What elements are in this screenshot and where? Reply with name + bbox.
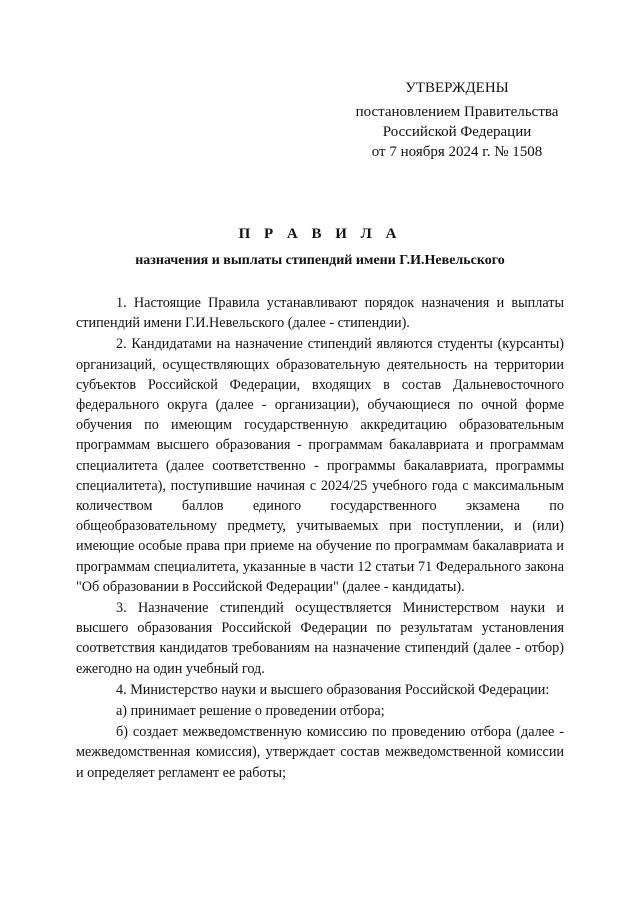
paragraph-3: 3. Назначение стипендий осуществляется Министерством науки и высшего образования Российской Федерации по результатам установления соответствия кандидатов требованиям на назначение стипендий (далее - отбор) ежегодно на один учебный год.: [76, 600, 564, 677]
paragraph-1: 1. Настоящие Правила устанавливают порядок назначения и выплаты стипендий имени Г.И.Невельского (далее - стипендии).: [76, 295, 564, 332]
document-subtitle: назначения и выплаты стипендий имени Г.И.Невельского: [135, 253, 505, 268]
approval-line-2: Российской Федерации: [382, 124, 532, 140]
paragraph-4b: б) создает межведомственную комиссию по проведению отбора (далее - межведомственная комиссия), утверждает состав межведомственной комиссии и определяет регламент ее работы;: [76, 724, 564, 781]
paragraph-4: 4. Министерство науки и высшего образования Российской Федерации:: [116, 681, 550, 698]
approval-block: [330, 78, 584, 162]
approval-stamp: УТВЕРЖДЕНЫ: [405, 80, 509, 96]
approval-line-1: постановлением Правительства: [355, 104, 559, 120]
document-title: П Р А В И Л А: [238, 226, 402, 242]
approval-line-3: от 7 ноября 2024 г. № 1508: [371, 144, 543, 160]
paragraph-4a: а) принимает решение о проведении отбора;: [116, 703, 385, 720]
document-body: [76, 293, 564, 784]
paragraph-2: 2. Кандидатами на назначение стипендий являются студенты (курсанты) организаций, осуществляющих образовательную деятельность на территории субъектов Российской Федерации, входящих в состав Дальневосточного федерального округа (далее - организации), обучающиеся по очной форме обучения по имеющим государственную аккредитацию образовательным программам высшего образования - программам бакалавриата и программам специалитета (далее соответственно - программы бакалавриата, программы специалитета), поступившие начиная с 2024/25 учебного года с максимальным количеством баллов единого государственного экзамена по общеобразовательному предмету, учитываемых при поступлении, и (или) имеющие особые права при приеме на обучение по программам бакалавриата и программам специалитета, указанные в части 12 статьи 71 Федерального закона "Об образовании в Российской Федерации" (далее - кандидаты).: [76, 336, 564, 595]
